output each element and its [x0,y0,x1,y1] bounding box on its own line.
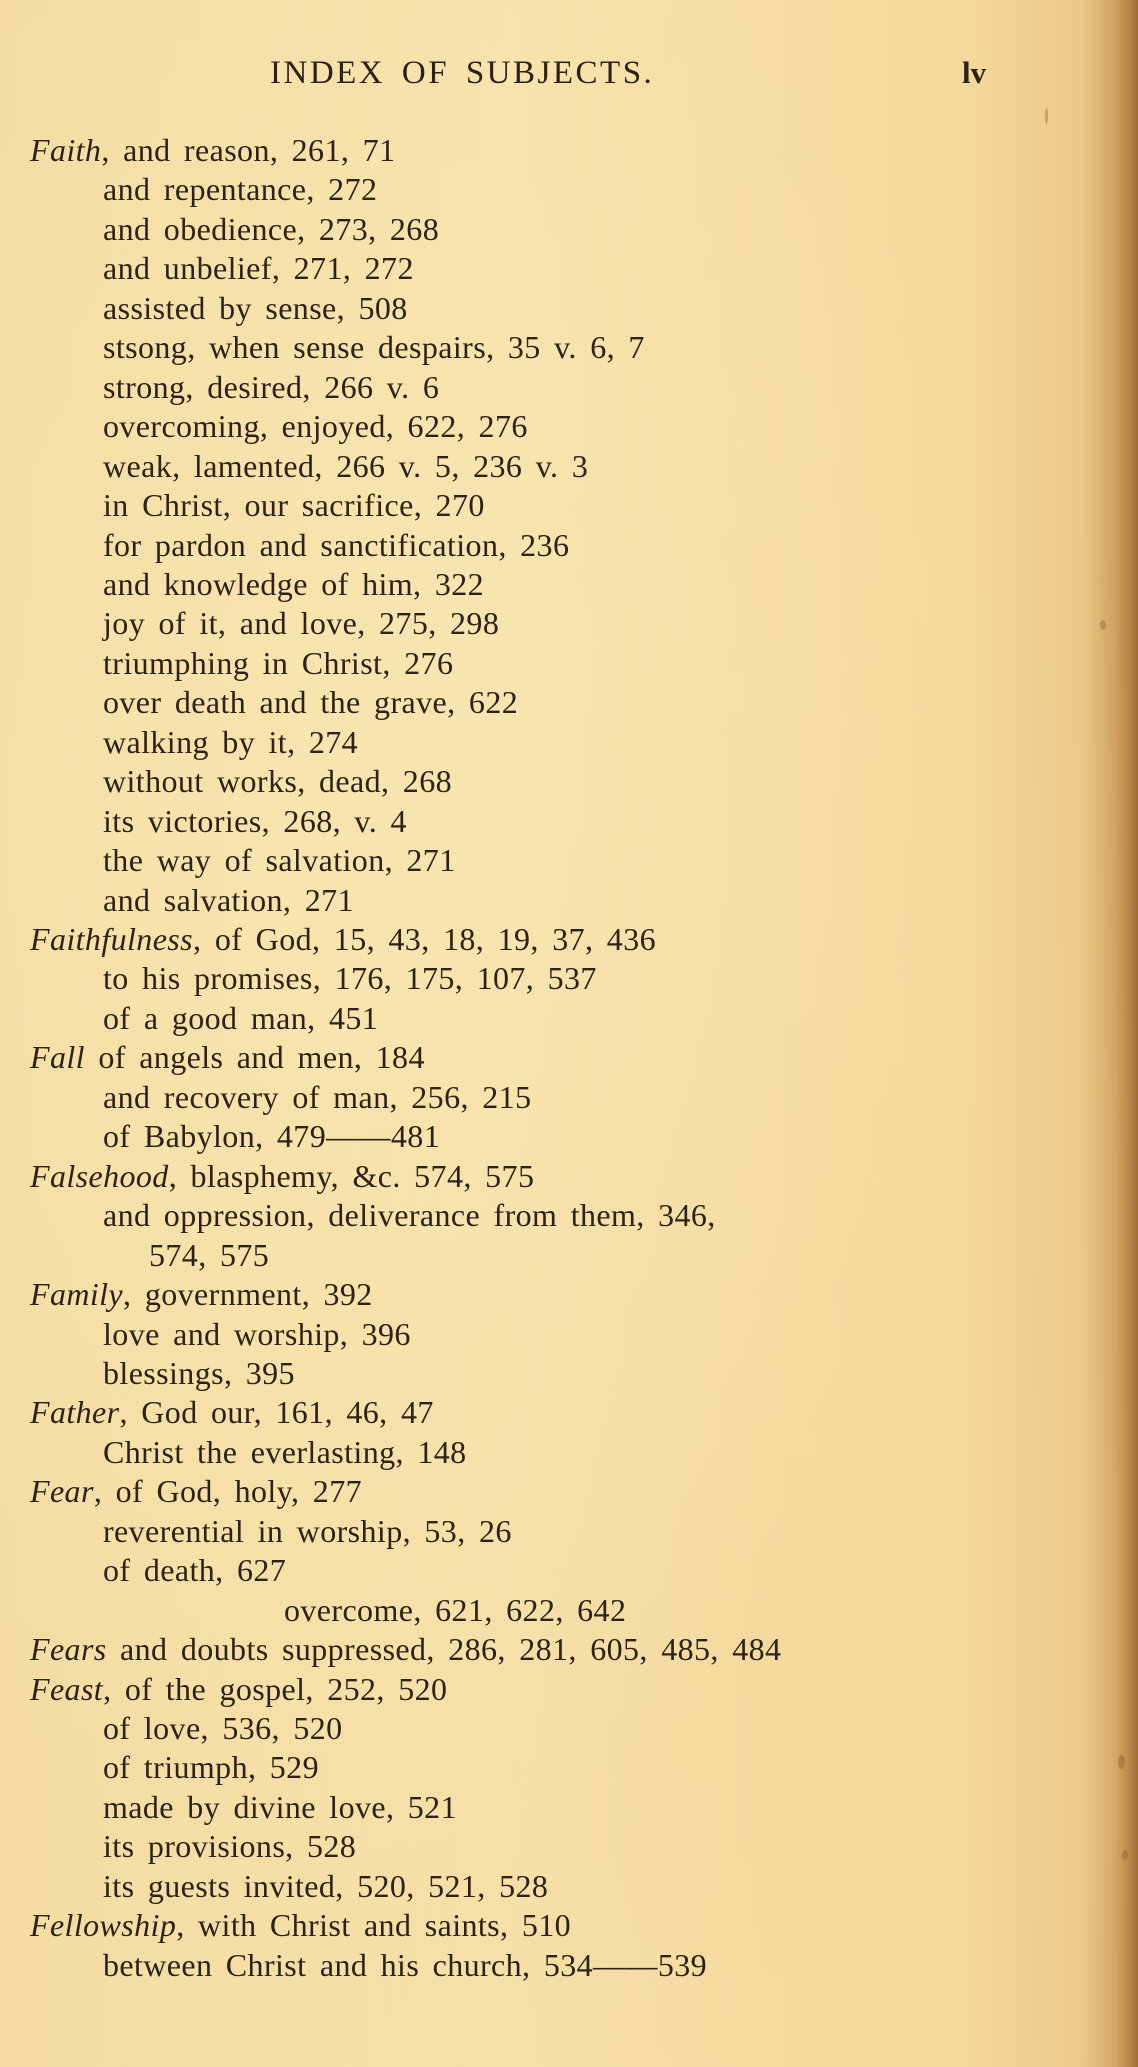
index-entry-heading [30,1156,534,1196]
index-references: strong, desired, 266 v. 6 [103,368,440,405]
index-subentry [103,1866,548,1906]
index-references: 574, 575 [149,1236,270,1273]
index-references: blessings, 395 [103,1354,295,1391]
index-references: and oppression, deliverance from them, 346, [103,1197,716,1234]
index-references: weak, lamented, 266 v. 5, 236 v. 3 [103,447,589,484]
index-references: of love, 536, 520 [103,1710,343,1746]
index-term: Fear [30,1473,94,1510]
index-references: stsong, when sense despairs, 35 v. 6, 7 [103,329,645,366]
index-subentry [103,367,439,407]
index-references: and unbelief, 271, 272 [103,250,414,287]
index-references: , of God, holy, 277 [93,1473,362,1510]
index-references: and repentance, 272 [103,171,378,208]
paper-speck [1100,620,1106,630]
index-subentry [103,288,408,328]
index-references: , of the gospel, 252, 520 [103,1670,448,1707]
index-references: and knowledge of him, 322 [103,565,485,602]
index-subentry [103,1511,512,1551]
index-references: triumphing in Christ, 276 [103,644,454,681]
index-references: in Christ, our sacrifice, 270 [103,487,485,524]
index-subentry [103,564,484,604]
index-entry-heading [30,130,395,170]
index-references: the way of salvation, 271 [103,842,456,879]
index-references: of death, 627 [103,1552,287,1589]
index-references: Christ the everlasting, 148 [103,1433,467,1470]
index-term: Faithfulness [30,921,194,957]
index-subentry [103,761,452,801]
index-term: Feast [30,1670,104,1707]
index-subentry [103,1708,343,1748]
index-entry-heading [30,1669,447,1709]
index-subentry [103,525,569,565]
index-subentry [103,958,597,998]
index-subentry [103,1195,716,1235]
index-references: joy of it, and love, 275, 298 [103,605,500,642]
index-references: love and worship, 396 [103,1315,411,1352]
page-title: INDEX OF SUBJECTS. [270,55,655,91]
index-subentry [103,722,358,762]
index-references: , of God, 15, 43, 18, 19, 37, 436 [193,921,656,957]
index-subentry [103,446,588,486]
index-subentry [103,248,414,288]
index-subentry [103,1787,457,1827]
index-subentry [103,1747,319,1787]
index-references: of a good man, 451 [103,999,379,1036]
index-subentry [103,1314,411,1354]
index-subentry [103,998,378,1038]
index-subentry [103,1353,295,1393]
index-references: overcome, 621, 622, 642 [284,1591,627,1628]
index-subentry [103,880,354,920]
page-number: lv [962,55,987,90]
index-references: of triumph, 529 [103,1749,319,1786]
index-references: for pardon and sanctification, 236 [103,526,570,563]
index-references: over death and the grave, 622 [103,684,519,721]
index-subentry [103,1432,467,1472]
index-subentry [103,840,456,880]
index-entry-continuation [149,1235,269,1275]
index-term: Fears [30,1631,107,1668]
index-term: Fall [30,1039,85,1076]
index-entry-heading [30,1392,434,1432]
index-references: without works, dead, 268 [103,763,453,800]
index-subentry [103,169,377,209]
index-references: of Babylon, 479——481 [103,1118,441,1155]
index-references: its provisions, 528 [103,1828,357,1865]
index-references: and doubts suppressed, 286, 281, 605, 485, 484 [106,1631,782,1668]
paper-speck [1045,108,1048,124]
index-subentry [103,643,453,683]
index-references: reverential in worship, 53, 26 [103,1512,512,1549]
index-references: between Christ and his church, 534——539 [103,1946,708,1983]
paper-speck [1122,1850,1128,1860]
index-entry-continuation [284,1590,626,1630]
index-term: Family [30,1276,124,1313]
index-term: Falsehood [30,1157,169,1194]
index-subentry [103,603,499,643]
index-term: Fellowship [30,1907,177,1944]
index-references: , blasphemy, &c. 574, 575 [168,1157,535,1194]
index-references: its victories, 268, v. 4 [103,802,407,839]
index-references: overcoming, enjoyed, 622, 276 [103,408,528,445]
index-references: to his promises, 176, 175, 107, 537 [103,960,597,997]
index-subentry [103,682,518,722]
index-references: and obedience, 273, 268 [103,210,440,247]
index-subentry [103,209,439,249]
index-references: , God our, 161, 46, 47 [119,1394,434,1431]
running-header [0,50,1138,96]
index-subentry [103,801,407,841]
index-references: and recovery of man, 256, 215 [103,1078,532,1115]
index-references: walking by it, 274 [103,723,359,760]
index-subentry [103,1077,531,1117]
paper-speck [1118,1755,1125,1769]
index-term: Father [30,1394,120,1431]
index-subentry [103,1550,286,1590]
index-entry-heading [30,1274,373,1314]
index-references: and salvation, 271 [103,881,354,918]
index-subentry [103,1826,356,1866]
index-entry-heading [30,1905,571,1945]
index-subentry [103,327,645,367]
index-entry-heading [30,1471,362,1511]
index-references: , with Christ and saints, 510 [176,1907,572,1944]
index-references: made by divine love, 521 [103,1788,457,1825]
index-subentry [103,485,485,525]
index-subentry [103,1945,707,1985]
index-subentry [103,1116,440,1156]
index-references: assisted by sense, 508 [103,289,408,326]
index-entry-heading [30,1037,425,1077]
index-references: , government, 392 [123,1276,373,1313]
index-term: Faith [30,132,102,168]
index-entry-heading [30,1629,781,1669]
index-references: , and reason, 261, 71 [101,132,396,168]
index-entry-heading [30,919,656,959]
index-subentry [103,406,528,446]
index-references: of angels and men, 184 [84,1039,425,1076]
index-references: its guests invited, 520, 521, 528 [103,1867,549,1904]
